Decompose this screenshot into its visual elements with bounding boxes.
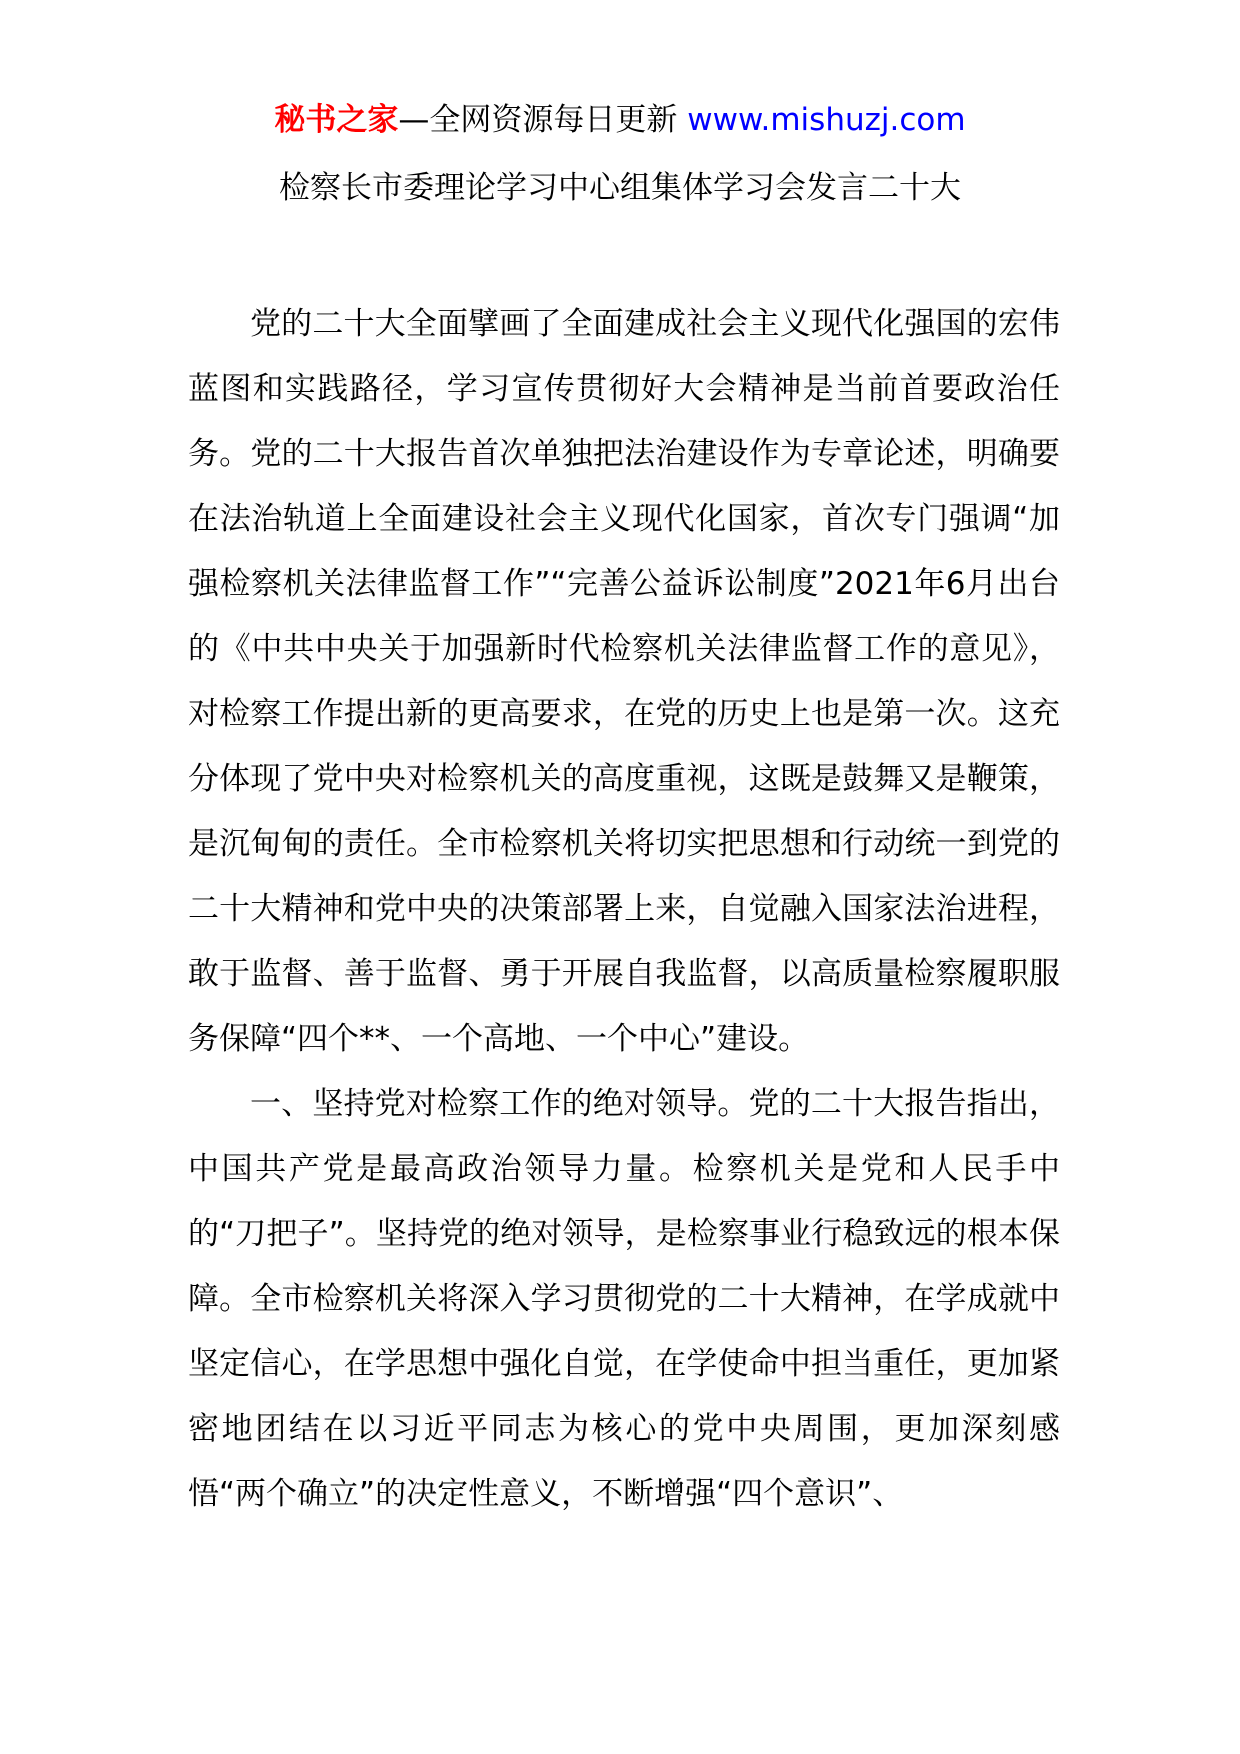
site-url-link[interactable]: www.mishuzj.com <box>687 102 966 138</box>
document-body <box>188 292 1060 1527</box>
document-title: 检察长市委理论学习中心组集体学习会发言二十大 <box>279 170 961 206</box>
paragraph-section-one: 一、坚持党对检察工作的绝对领导。党的二十大报告指出，中国共产党是最高政治领导力量。检察机关是党和人民手中的“刀把子”。坚持党的绝对领导，是检察事业行稳致远的根本保障。全市检察机关将深入学习贯彻党的二十大精神，在学成就中坚定信心，在学思想中强化自觉，在学使命中担当重任，更加紧密地团结在以习近平同志为核心的党中央周围，更加深刻感悟“两个确立”的决定性意义，不断增强“四个意识”、 <box>188 1086 1060 1512</box>
header-tagline: —全网资源每日更新 <box>398 102 688 138</box>
site-header <box>0 98 1240 142</box>
brand-name: 秘书之家 <box>274 102 399 138</box>
paragraph-intro: 党的二十大全面擘画了全面建成社会主义现代化强国的宏伟蓝图和实践路径，学习宣传贯彻好大会精神是当前首要政治任务。党的二十大报告首次单独把法治建设作为专章论述，明确要在法治轨道上全面建设社会主义现代化国家，首次专门强调“加强检察机关法律监督工作”“完善公益诉讼制度”2021年6月出台的《中共中央关于加强新时代检察机关法律监督工作的意见》，对检察工作提出新的更高要求，在党的历史上也是第一次。这充分体现了党中央对检察机关的高度重视，这既是鼓舞又是鞭策，是沉甸甸的责任。全市检察机关将切实把思想和行动统一到党的二十大精神和党中央的决策部署上来，自觉融入国家法治进程，敢于监督、善于监督、勇于开展自我监督，以高质量检察履职服务保障“四个**、一个高地、一个中心”建设。 <box>188 306 1060 1057</box>
